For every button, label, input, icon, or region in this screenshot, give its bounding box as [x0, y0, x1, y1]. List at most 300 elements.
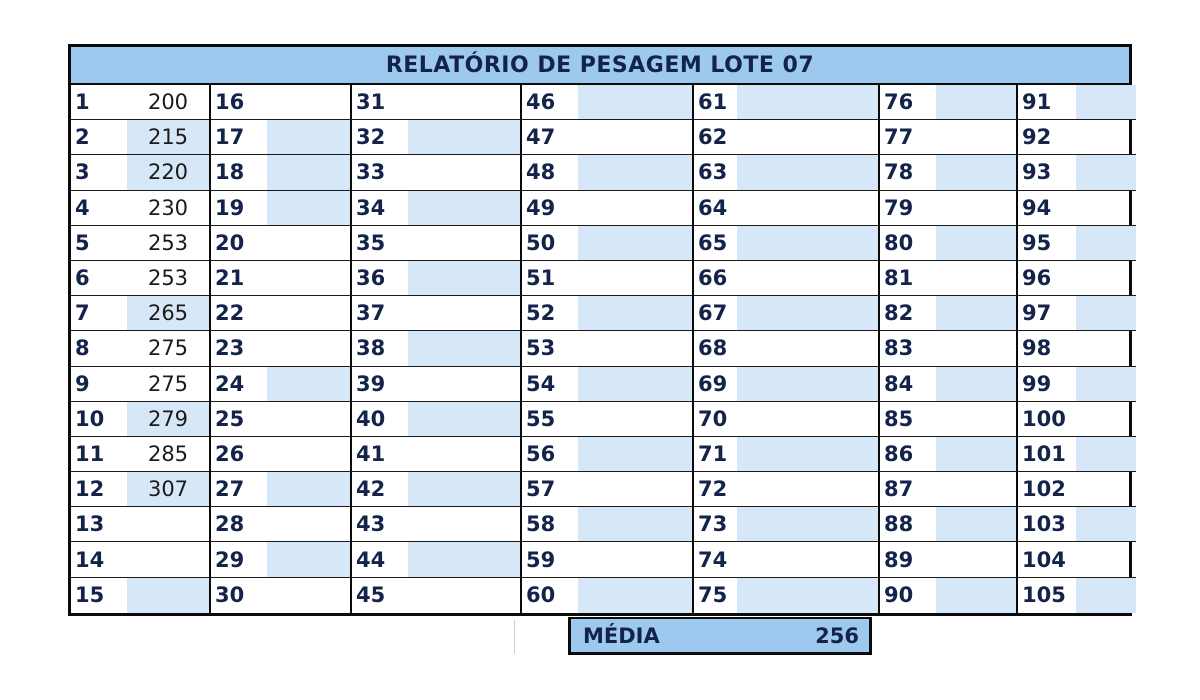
- weight-cell[interactable]: [267, 331, 350, 365]
- animal-number: 97: [1022, 301, 1052, 326]
- animal-number: 74: [698, 547, 728, 572]
- animal-number: 57: [526, 477, 556, 502]
- weight-cell[interactable]: [737, 578, 878, 613]
- weight-cell[interactable]: [578, 120, 692, 154]
- table-row: [71, 507, 209, 542]
- weight-cell[interactable]: [267, 472, 350, 506]
- table-row: [694, 507, 878, 542]
- weight-cell[interactable]: [408, 120, 520, 154]
- animal-number: 12: [75, 477, 105, 502]
- weight-cell[interactable]: [1076, 472, 1136, 506]
- weight-cell[interactable]: [1076, 120, 1136, 154]
- weight-cell[interactable]: 275: [147, 371, 189, 396]
- weight-cell[interactable]: [578, 296, 692, 330]
- table-row: [211, 367, 350, 402]
- weight-cell[interactable]: 230: [147, 195, 189, 220]
- animal-number: 77: [884, 125, 914, 150]
- animal-number: 10: [75, 406, 105, 431]
- table-row: [352, 331, 520, 366]
- table-row: [211, 155, 350, 190]
- table-row: [352, 296, 520, 331]
- table-row: [352, 261, 520, 296]
- table-row: [880, 402, 1016, 437]
- weight-cell[interactable]: 215: [127, 120, 209, 154]
- weight-cell[interactable]: [267, 155, 350, 189]
- table-row: [1018, 402, 1136, 437]
- animal-number: 44: [356, 547, 386, 572]
- weight-cell[interactable]: [267, 507, 350, 541]
- table-row: [352, 120, 520, 155]
- weight-cell[interactable]: [1076, 437, 1136, 471]
- animal-number: 98: [1022, 336, 1052, 361]
- weight-cell[interactable]: [1076, 191, 1136, 225]
- table-row: [71, 578, 209, 613]
- weight-cell[interactable]: 275: [147, 336, 189, 361]
- animal-number: 71: [698, 441, 728, 466]
- animal-number: 34: [356, 195, 386, 220]
- table-row: [522, 155, 692, 190]
- weight-cell[interactable]: [578, 226, 692, 260]
- weight-cell[interactable]: [408, 402, 520, 436]
- table-row: [211, 578, 350, 613]
- animal-number: 6: [75, 266, 90, 291]
- animal-number: 102: [1022, 477, 1066, 502]
- table-row: [211, 226, 350, 261]
- weight-cell[interactable]: [936, 85, 1016, 119]
- table-row: [694, 331, 878, 366]
- animal-number: 5: [75, 230, 90, 255]
- animal-number: 9: [75, 371, 90, 396]
- weight-cell[interactable]: [578, 437, 692, 471]
- table-row: [1018, 367, 1136, 402]
- weight-cell[interactable]: [267, 191, 350, 225]
- table-row: [694, 437, 878, 472]
- animal-number: 92: [1022, 125, 1052, 150]
- animal-number: 104: [1022, 547, 1066, 572]
- animal-number: 79: [884, 195, 914, 220]
- animal-number: 103: [1022, 512, 1066, 537]
- table-row: [71, 367, 209, 402]
- animal-number: 89: [884, 547, 914, 572]
- weight-cell[interactable]: [936, 578, 1016, 613]
- weight-cell[interactable]: [936, 261, 1016, 295]
- weight-cell[interactable]: [408, 261, 520, 295]
- table-row: [352, 507, 520, 542]
- weight-cell[interactable]: [408, 472, 520, 506]
- weight-cell[interactable]: [578, 507, 692, 541]
- table-row: [211, 402, 350, 437]
- weight-cell[interactable]: [1076, 402, 1136, 436]
- weight-cell[interactable]: [936, 542, 1016, 576]
- table-row: [211, 191, 350, 226]
- table-row: [694, 120, 878, 155]
- weight-cell[interactable]: [578, 191, 692, 225]
- animal-number: 18: [215, 160, 245, 185]
- table-row: [71, 331, 209, 366]
- weight-cell[interactable]: [578, 578, 692, 613]
- weight-cell[interactable]: [936, 437, 1016, 471]
- animal-number: 90: [884, 583, 914, 608]
- table-row: [71, 296, 209, 331]
- weight-cell[interactable]: [936, 507, 1016, 541]
- weight-cell[interactable]: [267, 437, 350, 471]
- animal-number: 17: [215, 125, 245, 150]
- animal-number: 24: [215, 371, 245, 396]
- report-title: RELATÓRIO DE PESAGEM LOTE 07: [71, 47, 1129, 85]
- table-row: [694, 542, 878, 577]
- table-row: [694, 578, 878, 613]
- weight-cell[interactable]: [267, 226, 350, 260]
- animal-number: 43: [356, 512, 386, 537]
- table-row: [880, 85, 1016, 120]
- weight-cell[interactable]: [936, 155, 1016, 189]
- animal-number: 52: [526, 301, 556, 326]
- animal-number: 73: [698, 512, 728, 537]
- table-row: [522, 507, 692, 542]
- weight-cell[interactable]: 265: [127, 296, 209, 330]
- table-row: [880, 507, 1016, 542]
- weight-cell[interactable]: [267, 85, 350, 119]
- table-row: [880, 155, 1016, 190]
- weight-cell[interactable]: [936, 120, 1016, 154]
- animal-number: 85: [884, 406, 914, 431]
- weight-cell[interactable]: [1076, 578, 1136, 613]
- weight-cell[interactable]: [578, 542, 692, 576]
- animal-number: 15: [75, 583, 105, 608]
- animal-number: 80: [884, 230, 914, 255]
- column-group-46: [520, 85, 692, 613]
- table-row: [522, 226, 692, 261]
- column-divider: [514, 620, 515, 654]
- table-row: [71, 472, 209, 507]
- table-row: [1018, 191, 1136, 226]
- animal-number: 55: [526, 406, 556, 431]
- table-row: [1018, 296, 1136, 331]
- weight-cell[interactable]: [737, 367, 878, 401]
- weight-cell[interactable]: 279: [127, 402, 209, 436]
- table-row: [522, 261, 692, 296]
- table-row: [880, 226, 1016, 261]
- animal-number: 83: [884, 336, 914, 361]
- animal-number: 41: [356, 441, 386, 466]
- animal-number: 65: [698, 230, 728, 255]
- table-row: [211, 261, 350, 296]
- table-row: [352, 542, 520, 577]
- weight-cell[interactable]: [267, 120, 350, 154]
- table-row: [694, 367, 878, 402]
- table-row: [71, 542, 209, 577]
- table-row: [522, 367, 692, 402]
- animal-number: 28: [215, 512, 245, 537]
- weight-cell[interactable]: [578, 155, 692, 189]
- table-row: [352, 402, 520, 437]
- animal-number: 59: [526, 547, 556, 572]
- animal-number: 47: [526, 125, 556, 150]
- animal-number: 81: [884, 266, 914, 291]
- animal-number: 4: [75, 195, 90, 220]
- weight-cell[interactable]: 253: [147, 230, 189, 255]
- table-row: [71, 437, 209, 472]
- animal-number: 53: [526, 336, 556, 361]
- weight-cell[interactable]: [1076, 331, 1136, 365]
- animal-number: 31: [356, 90, 386, 115]
- weight-cell[interactable]: 307: [127, 472, 209, 506]
- animal-number: 58: [526, 512, 556, 537]
- weight-cell[interactable]: [578, 261, 692, 295]
- animal-number: 60: [526, 583, 556, 608]
- weight-cell[interactable]: [267, 367, 350, 401]
- table-row: [522, 437, 692, 472]
- animal-number: 46: [526, 90, 556, 115]
- animal-number: 1: [75, 90, 90, 115]
- weight-cell[interactable]: [578, 85, 692, 119]
- weight-cell[interactable]: [936, 402, 1016, 436]
- weight-cell[interactable]: 200: [147, 90, 189, 115]
- animal-number: 99: [1022, 371, 1052, 396]
- table-row: [522, 331, 692, 366]
- weight-cell[interactable]: [737, 261, 878, 295]
- weight-cell[interactable]: [737, 402, 878, 436]
- table-row: [211, 331, 350, 366]
- animal-number: 8: [75, 336, 90, 361]
- table-row: [1018, 507, 1136, 542]
- animal-number: 69: [698, 371, 728, 396]
- table-row: [522, 296, 692, 331]
- table-row: [880, 296, 1016, 331]
- weight-cell[interactable]: [936, 226, 1016, 260]
- weight-cell[interactable]: [267, 296, 350, 330]
- animal-number: 94: [1022, 195, 1052, 220]
- weight-cell[interactable]: [578, 331, 692, 365]
- weight-cell[interactable]: [936, 191, 1016, 225]
- animal-number: 67: [698, 301, 728, 326]
- animal-number: 76: [884, 90, 914, 115]
- weight-cell[interactable]: [737, 507, 878, 541]
- table-row: [1018, 155, 1136, 190]
- animal-number: 3: [75, 160, 90, 185]
- animal-number: 21: [215, 266, 245, 291]
- column-group-91: [1016, 85, 1136, 613]
- weight-cell[interactable]: 220: [127, 155, 209, 189]
- weighing-report-table: [68, 44, 1132, 616]
- animal-number: 95: [1022, 230, 1052, 255]
- weight-cell[interactable]: [408, 296, 520, 330]
- table-row: [522, 120, 692, 155]
- weight-cell[interactable]: [737, 296, 878, 330]
- weight-cell[interactable]: [737, 85, 878, 119]
- weight-cell[interactable]: [737, 155, 878, 189]
- weight-cell[interactable]: [408, 507, 520, 541]
- table-row: [71, 85, 209, 120]
- table-row: [880, 437, 1016, 472]
- table-row: [211, 472, 350, 507]
- animal-number: 29: [215, 547, 245, 572]
- table-row: [71, 226, 209, 261]
- weight-cell[interactable]: [127, 578, 209, 613]
- table-row: [211, 296, 350, 331]
- table-row: [522, 191, 692, 226]
- animal-number: 64: [698, 195, 728, 220]
- table-row: [352, 367, 520, 402]
- table-row: [352, 155, 520, 190]
- weight-cell[interactable]: [578, 402, 692, 436]
- table-row: [352, 226, 520, 261]
- animal-number: 32: [356, 125, 386, 150]
- animal-number: 23: [215, 336, 245, 361]
- table-row: [1018, 331, 1136, 366]
- weight-cell[interactable]: [1076, 367, 1136, 401]
- table-row: [522, 578, 692, 613]
- animal-number: 86: [884, 441, 914, 466]
- weight-cell[interactable]: [408, 226, 520, 260]
- animal-number: 16: [215, 90, 245, 115]
- table-row: [694, 472, 878, 507]
- weight-cell[interactable]: [578, 472, 692, 506]
- table-row: [352, 191, 520, 226]
- table-row: [352, 85, 520, 120]
- weight-cell[interactable]: [1076, 542, 1136, 576]
- weight-cell[interactable]: [737, 191, 878, 225]
- weight-cell[interactable]: [737, 472, 878, 506]
- weight-cell[interactable]: [936, 472, 1016, 506]
- weight-cell[interactable]: [267, 578, 350, 613]
- animal-number: 100: [1022, 406, 1066, 431]
- animal-number: 11: [75, 441, 105, 466]
- weight-cell[interactable]: [737, 226, 878, 260]
- weight-cell[interactable]: [737, 331, 878, 365]
- animal-number: 66: [698, 266, 728, 291]
- table-row: [1018, 226, 1136, 261]
- animal-number: 68: [698, 336, 728, 361]
- animal-number: 93: [1022, 160, 1052, 185]
- table-row: [211, 507, 350, 542]
- weight-cell[interactable]: [267, 542, 350, 576]
- column-group-16: [209, 85, 350, 613]
- animal-number: 33: [356, 160, 386, 185]
- weight-cell[interactable]: [127, 542, 209, 576]
- animal-number: 7: [75, 301, 90, 326]
- animal-number: 88: [884, 512, 914, 537]
- table-row: [211, 120, 350, 155]
- animal-number: 51: [526, 266, 556, 291]
- table-row: [211, 437, 350, 472]
- weight-cell[interactable]: [737, 120, 878, 154]
- weights-grid: [71, 85, 1129, 613]
- weight-cell[interactable]: [1076, 155, 1136, 189]
- weight-cell[interactable]: [408, 367, 520, 401]
- table-row: [880, 261, 1016, 296]
- weight-cell[interactable]: 253: [147, 266, 189, 291]
- weight-cell[interactable]: [936, 296, 1016, 330]
- weight-cell[interactable]: [936, 331, 1016, 365]
- weight-cell[interactable]: [267, 402, 350, 436]
- column-group-1: [71, 85, 209, 613]
- animal-number: 96: [1022, 266, 1052, 291]
- weight-cell[interactable]: [408, 437, 520, 471]
- table-row: [71, 261, 209, 296]
- weight-cell[interactable]: [737, 437, 878, 471]
- animal-number: 61: [698, 90, 728, 115]
- animal-number: 35: [356, 230, 386, 255]
- animal-number: 50: [526, 230, 556, 255]
- animal-number: 82: [884, 301, 914, 326]
- animal-number: 37: [356, 301, 386, 326]
- weight-cell[interactable]: [1076, 261, 1136, 295]
- animal-number: 14: [75, 547, 105, 572]
- weight-cell[interactable]: [408, 331, 520, 365]
- table-row: [694, 155, 878, 190]
- table-row: [522, 402, 692, 437]
- table-row: [352, 437, 520, 472]
- table-row: [880, 120, 1016, 155]
- animal-number: 25: [215, 406, 245, 431]
- table-row: [71, 155, 209, 190]
- table-row: [71, 402, 209, 437]
- animal-number: 30: [215, 583, 245, 608]
- animal-number: 56: [526, 441, 556, 466]
- animal-number: 20: [215, 230, 245, 255]
- animal-number: 72: [698, 477, 728, 502]
- table-row: [352, 472, 520, 507]
- animal-number: 13: [75, 512, 105, 537]
- weight-cell[interactable]: [408, 578, 520, 613]
- table-row: [880, 367, 1016, 402]
- animal-number: 101: [1022, 441, 1066, 466]
- animal-number: 105: [1022, 583, 1066, 608]
- weight-cell[interactable]: [1076, 85, 1136, 119]
- table-row: [522, 85, 692, 120]
- animal-number: 40: [356, 406, 386, 431]
- weight-cell[interactable]: [578, 367, 692, 401]
- table-row: [880, 542, 1016, 577]
- table-row: [1018, 261, 1136, 296]
- table-row: [694, 402, 878, 437]
- animal-number: 36: [356, 266, 386, 291]
- weight-cell[interactable]: [267, 261, 350, 295]
- weight-cell[interactable]: [408, 542, 520, 576]
- weight-cell[interactable]: [737, 542, 878, 576]
- animal-number: 2: [75, 125, 90, 150]
- weight-cell[interactable]: 285: [147, 441, 189, 466]
- average-value: 256: [815, 623, 859, 648]
- weight-cell[interactable]: [1076, 226, 1136, 260]
- animal-number: 62: [698, 125, 728, 150]
- weight-cell[interactable]: [1076, 296, 1136, 330]
- table-row: [1018, 120, 1136, 155]
- weight-cell[interactable]: [408, 191, 520, 225]
- weight-cell[interactable]: [1076, 507, 1136, 541]
- animal-number: 26: [215, 441, 245, 466]
- table-row: [522, 472, 692, 507]
- column-group-76: [878, 85, 1016, 613]
- animal-number: 27: [215, 477, 245, 502]
- animal-number: 48: [526, 160, 556, 185]
- table-row: [522, 542, 692, 577]
- average-box: [568, 617, 872, 655]
- animal-number: 87: [884, 477, 914, 502]
- weight-cell[interactable]: [936, 367, 1016, 401]
- weight-cell[interactable]: [127, 507, 209, 541]
- weight-cell[interactable]: [408, 85, 520, 119]
- table-row: [694, 85, 878, 120]
- weight-cell[interactable]: [408, 155, 520, 189]
- table-row: [211, 85, 350, 120]
- table-row: [1018, 85, 1136, 120]
- table-row: [880, 472, 1016, 507]
- animal-number: 45: [356, 583, 386, 608]
- table-row: [1018, 437, 1136, 472]
- table-row: [211, 542, 350, 577]
